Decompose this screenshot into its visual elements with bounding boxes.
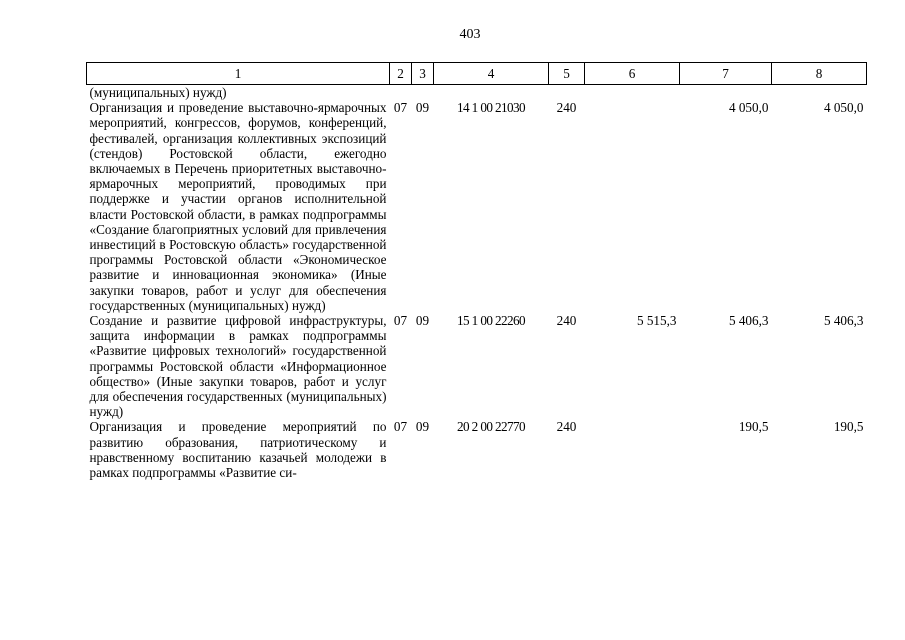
row-amount-1 (585, 419, 680, 480)
row-amount-2: 5 406,3 (728, 313, 769, 329)
row-target-code: 15 1 00 22260 (456, 313, 526, 329)
header-col-5: 5 (549, 63, 585, 85)
table-row-continuation (87, 85, 867, 101)
header-col-4: 4 (434, 63, 549, 85)
row-subsection: 09 (415, 313, 430, 329)
header-col-8: 8 (772, 63, 867, 85)
row-amount-1 (585, 100, 680, 313)
row-amount-1: 5 515,3 (636, 313, 677, 329)
header-col-7: 7 (680, 63, 772, 85)
header-col-3: 3 (412, 63, 434, 85)
row-target-code: 20 2 00 22770 (456, 419, 526, 435)
row-amount-3: 4 050,0 (823, 100, 864, 116)
row-description: Организация и проведение выставочно-ярмарочных мероприятий, конгрессов, форумов, конференций, фестивалей, организация коллективных экспозиций (стендов) Ростовской области, ежегодно включаемых в Перечень приоритетных выставочно-ярмарочных мероприятий, проводимых при поддержке и участии органов исполнительной власти Ростовской области, в рамках подпрограммы «Создание благоприятных условий для привлечения инвестиций в Ростовскую область» государственной программы Ростовской области «Экономическое развитие и инновационная экономика» (Иные закупки товаров, работ и услуг для обеспечения государственных (муниципальных) нужд) (89, 100, 387, 313)
table-header-row (87, 63, 867, 85)
row-target-code: 14 1 00 21030 (456, 100, 526, 116)
header-col-2: 2 (390, 63, 412, 85)
row-expense-type: 240 (556, 313, 577, 329)
page-number: 403 (459, 27, 481, 42)
table-row (87, 419, 867, 480)
row-expense-type: 240 (556, 419, 577, 435)
row-subsection: 09 (415, 419, 430, 435)
row-section: 07 (393, 313, 408, 329)
table-row (87, 100, 867, 313)
row-expense-type: 240 (556, 100, 577, 116)
row-amount-2: 190,5 (738, 419, 769, 435)
row-amount-3: 5 406,3 (823, 313, 864, 329)
table-row (87, 313, 867, 419)
continuation-text: (муниципальных) нужд) (89, 85, 227, 100)
row-section: 07 (393, 419, 408, 435)
row-description: Создание и развитие цифровой инфраструктуры, защита информации в рамках подпрограммы «Развитие цифровых технологий» государственной программы Ростовской области «Информационное общество» (Иные закупки товаров, работ и услуг для обеспечения государственных (муниципальных) нужд) (89, 313, 387, 420)
row-subsection: 09 (415, 100, 430, 116)
budget-table (86, 62, 867, 480)
header-col-6: 6 (585, 63, 680, 85)
header-col-1: 1 (87, 63, 390, 85)
row-amount-2: 4 050,0 (728, 100, 769, 116)
row-description: Организация и проведение мероприятий по развитию образования, патриотическому и нравственному воспитанию казачьей молодежи в рамках подпрограммы «Развитие си- (89, 419, 387, 481)
row-amount-3: 190,5 (833, 419, 864, 435)
row-section: 07 (393, 100, 408, 116)
